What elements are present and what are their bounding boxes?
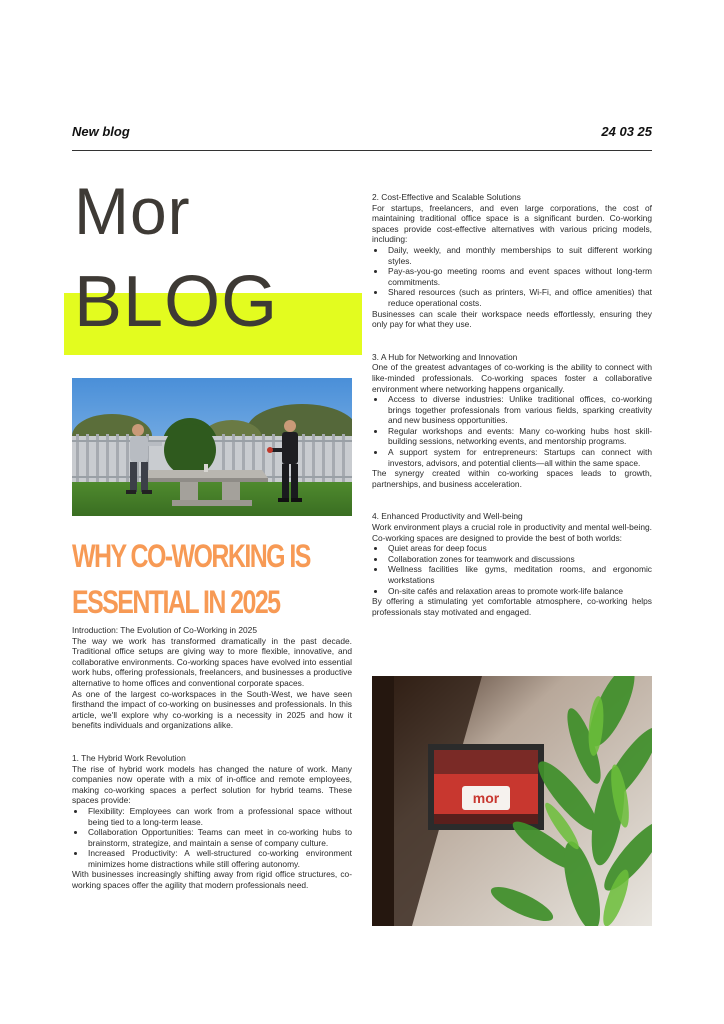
header-date: 24 03 25	[601, 124, 652, 139]
article-headline	[72, 533, 310, 625]
brand-title-line2: BLOG	[74, 262, 279, 342]
section-3-title: 3. A Hub for Networking and Innovation	[372, 351, 518, 362]
intro-title: Introduction: The Evolution of Co-Working in 2025	[72, 625, 257, 635]
right-column	[372, 192, 652, 617]
header-divider	[72, 150, 652, 151]
list-item: • Shared resources (such as printers, Wi-Fi, and office amenities) that reduce operational costs.	[386, 287, 652, 308]
list-item: • Collaboration Opportunities: Teams can meet in co-working hubs to brainstorm, strategize, and maintain a sense of company culture.	[86, 827, 352, 848]
section-3-intro: One of the greatest advantages of co-working is the ability to connect with like-minded professionals. Co-working spaces foster a collaborative environment where networking happens organically.	[372, 362, 652, 394]
section-4-intro: Work environment plays a crucial role in productivity and mental well-being. Co-working spaces are designed to provide the best of both worlds:	[372, 522, 652, 543]
left-column	[72, 625, 352, 891]
section-1-list	[72, 806, 352, 870]
section-2-outro: Businesses can scale their workspace needs effortlessly, ensuring they only pay for what they use.	[372, 308, 652, 330]
list-item: • Daily, weekly, and monthly memberships to suit different working styles.	[386, 245, 652, 266]
list-item: • On-site cafés and relaxation areas to promote work-life balance	[386, 586, 652, 597]
spacer	[372, 489, 652, 511]
list-item: • Access to diverse industries: Unlike traditional offices, co-working brings together professionals from various fields, sparking creativity and new business opportunities.	[386, 394, 652, 426]
section-2-list	[372, 245, 652, 309]
section-4-outro: By offering a stimulating yet comfortable atmosphere, co-working helps professionals stay motivated and engaged.	[372, 596, 652, 617]
ping-pong-photo	[72, 378, 352, 516]
section-2-title: 2. Cost-Effective and Scalable Solutions	[372, 192, 521, 202]
list-item: • Pay-as-you-go meeting rooms and event spaces without long-term commitments.	[386, 266, 652, 287]
plant-photo-sign: mor	[472, 790, 500, 806]
section-2-intro: For startups, freelancers, and even large corporations, the cost of maintaining traditional office space is a significant burden. Co-working spaces provide cost-effective alternatives with various pricing models, including:	[372, 202, 652, 245]
intro-paragraph-1: The way we work has transformed dramatically in the past decade. Traditional office setups are giving way to more flexible, innovative, and collaborative environments. Co-working spaces have evolved into essential work hubs, offering professionals, freelancers, and businesses a productive alternative to home offices and conventional corporate spaces.	[72, 635, 352, 688]
section-3-list	[372, 394, 652, 468]
list-item: • Flexibility: Employees can work from a professional space without being tied to a long-term lease.	[86, 806, 352, 827]
headline-line1: WHY CO-WORKING IS	[72, 538, 310, 574]
section-1-outro: With businesses increasingly shifting away from rigid office structures, co-working spaces offer the agility that modern professionals need.	[72, 869, 352, 891]
list-item: • Regular workshops and events: Many co-working hubs host skill-building sessions, networking events, and mentorship programs.	[386, 426, 652, 447]
section-4-title: 4. Enhanced Productivity and Well-being	[372, 511, 523, 522]
section-3-outro: The synergy created within co-working spaces leads to growth, partnerships, and business acceleration.	[372, 468, 652, 489]
headline-line2: ESSENTIAL IN 2025	[72, 584, 280, 620]
list-item: • Quiet areas for deep focus	[386, 543, 652, 554]
list-item: • Increased Productivity: A well-structured co-working environment minimizes home distractions while still offering autonomy.	[86, 848, 352, 869]
spacer	[72, 731, 352, 753]
list-item: • Wellness facilities like gyms, meditation rooms, and ergonomic workstations	[386, 564, 652, 585]
section-1-intro: The rise of hybrid work models has changed the nature of work. Many companies now operate with a mix of in-office and remote employees, making co-working spaces a perfect solution for hybrid teams. These spaces provide:	[72, 763, 352, 806]
header-label: New blog	[72, 124, 130, 139]
plant-photo	[372, 676, 652, 926]
list-item: • Collaboration zones for teamwork and discussions	[386, 554, 652, 565]
spacer	[372, 330, 652, 352]
brand-title-line1: Mor	[74, 174, 191, 248]
section-4-list	[372, 543, 652, 596]
list-item: • A support system for entrepreneurs: Startups can connect with investors, advisors, and potential clients—all within the same space.	[386, 447, 652, 468]
section-1-title: 1. The Hybrid Work Revolution	[72, 752, 186, 763]
intro-paragraph-2: As one of the largest co-workspaces in the South-West, we have seen firsthand the impact of co-working on businesses and professionals. In this article, we'll explore why co-working is a necessity in 2025 and how it benefits individuals and organizations alike.	[72, 688, 352, 731]
